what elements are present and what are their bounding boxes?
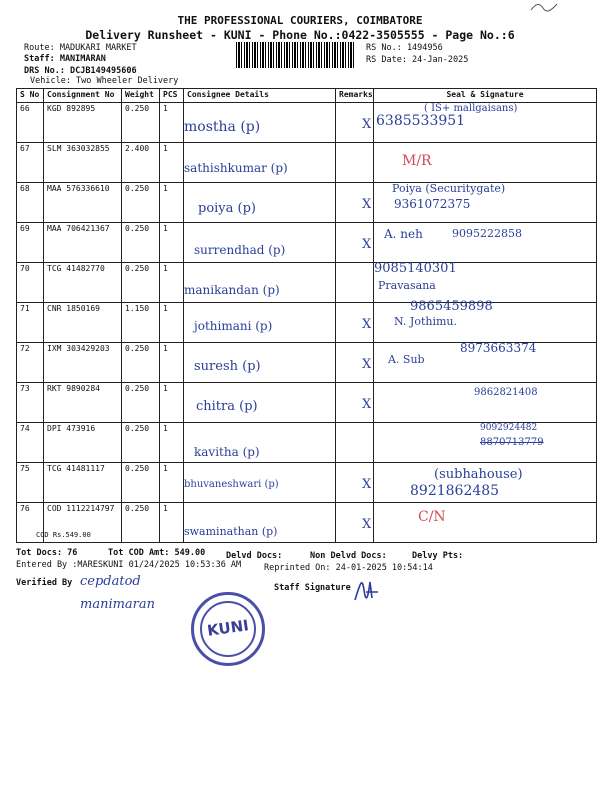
signature-phone-handwriting: 9361072375	[394, 197, 471, 211]
cell-remarks	[336, 383, 374, 423]
consignee-handwriting: bhuvaneshwari (p)	[184, 479, 279, 490]
cross-mark-icon: X	[362, 477, 372, 492]
signature-note-handwriting: Poiya (Securitygate)	[392, 182, 506, 195]
signature-note-handwriting: A. Sub	[388, 353, 425, 366]
cell-consignment: TCG 41481117	[44, 463, 122, 503]
cross-mark-icon: X	[362, 397, 372, 412]
col-pcs: PCS	[160, 89, 184, 103]
tot-cod: Tot COD Amt: 549.00	[108, 548, 206, 558]
consignee-handwriting: manikandan (p)	[184, 283, 280, 297]
table-row	[17, 143, 597, 183]
consignee-handwriting: sathishkumar (p)	[184, 161, 288, 175]
cross-mark-icon: X	[362, 237, 372, 252]
cell-consignee	[184, 343, 336, 383]
cell-pcs: 1	[160, 263, 184, 303]
staff-signature-label: Staff Signature	[274, 583, 351, 593]
cell-weight: 0.250	[122, 223, 160, 263]
cell-consignee	[184, 423, 336, 463]
runsheet-table	[16, 88, 597, 543]
drs-label: DRS No.: DCJB149495606	[24, 66, 137, 76]
cell-consignment: RKT 9890284	[44, 383, 122, 423]
cell-weight: 2.400	[122, 143, 160, 183]
cell-remarks	[336, 303, 374, 343]
cell-sno: 73	[17, 383, 44, 423]
runsheet-title: Delivery Runsheet - KUNI - Phone No.:0422-3505555 - Page No.:6	[85, 28, 515, 42]
cell-consignment: SLM 363032855	[44, 143, 122, 183]
stamp-label: KUNI	[206, 616, 250, 640]
cell-consignment: CNR 1850169	[44, 303, 122, 343]
table-row	[17, 183, 597, 223]
signature-note-handwriting: (subhahouse)	[434, 467, 523, 482]
cross-mark-icon: X	[362, 117, 372, 132]
consignee-handwriting: jothimani (p)	[194, 319, 273, 333]
cell-pcs: 1	[160, 463, 184, 503]
cell-consignee	[184, 223, 336, 263]
cell-pcs: 1	[160, 143, 184, 183]
cell-weight: 0.250	[122, 503, 160, 543]
table-row	[17, 263, 597, 303]
cell-weight: 0.250	[122, 103, 160, 143]
col-remarks: Remarks	[336, 89, 374, 103]
cell-consignment: MAA 706421367	[44, 223, 122, 263]
table-row	[17, 503, 597, 543]
cross-mark-icon: X	[362, 357, 372, 372]
cell-consignment: COD 1112214797	[44, 503, 122, 543]
cell-seal-signature	[374, 503, 597, 543]
kuni-stamp	[191, 592, 265, 666]
corner-mark-icon	[530, 2, 558, 12]
cell-consignment: MAA 576336610	[44, 183, 122, 223]
cell-consignee	[184, 183, 336, 223]
col-sno: S No	[17, 89, 44, 103]
cell-seal-signature	[374, 263, 597, 303]
cell-pcs: 1	[160, 423, 184, 463]
col-consignment: Consignment No	[44, 89, 122, 103]
cell-seal-signature	[374, 463, 597, 503]
reprinted-on: Reprinted On: 24-01-2025 10:54:14	[264, 563, 433, 573]
cell-sno: 71	[17, 303, 44, 343]
cell-remarks	[336, 423, 374, 463]
cell-pcs: 1	[160, 183, 184, 223]
signature-phone-handwriting: 8921862485	[410, 483, 500, 499]
col-consignee: Consignee Details	[184, 89, 336, 103]
route-label: Route: MADUKARI MARKET	[24, 43, 137, 53]
cell-sno: 74	[17, 423, 44, 463]
table-row	[17, 223, 597, 263]
signature-note-handwriting: Pravasana	[378, 279, 436, 292]
verified-handwriting-2: manimaran	[80, 597, 156, 612]
signature-phone-handwriting: 9085140301	[374, 261, 457, 276]
cell-pcs: 1	[160, 343, 184, 383]
signature-note-handwriting: A. neh	[384, 227, 423, 241]
cell-consignment: DPI 473916	[44, 423, 122, 463]
barcode	[236, 42, 354, 68]
cell-sno: 75	[17, 463, 44, 503]
signature-phone-handwriting: 9862821408	[474, 387, 538, 398]
cell-sno: 76	[17, 503, 44, 543]
cell-remarks	[336, 183, 374, 223]
cell-remarks	[336, 143, 374, 183]
tot-docs: Tot Docs: 76	[16, 548, 78, 558]
cell-seal-signature	[374, 103, 597, 143]
cell-seal-signature	[374, 143, 597, 183]
cell-seal-signature	[374, 299, 597, 343]
cell-pcs: 1	[160, 383, 184, 423]
cell-seal-signature	[374, 343, 597, 383]
cell-consignment: IXM 303429203	[44, 343, 122, 383]
cell-consignee	[184, 463, 336, 503]
signature-phone-handwriting: 8973663374	[460, 341, 537, 355]
cell-pcs: 1	[160, 103, 184, 143]
cell-weight: 0.250	[122, 463, 160, 503]
delvy-pts: Delvy Pts:	[412, 551, 464, 561]
cell-pcs: 1	[160, 303, 184, 343]
cell-consignee	[184, 103, 336, 143]
cell-sno: 69	[17, 223, 44, 263]
consignee-handwriting: kavitha (p)	[194, 445, 260, 459]
signature-phone-handwriting: 6385533951	[376, 113, 466, 129]
verified-by: Verified By	[16, 578, 73, 588]
cell-pcs: 1	[160, 223, 184, 263]
cell-consignee	[184, 303, 336, 343]
staff-signature-mark	[352, 574, 380, 604]
signature-note-handwriting: 8870713779	[480, 437, 544, 448]
cell-weight: 0.250	[122, 383, 160, 423]
cell-seal-signature	[374, 423, 597, 463]
cell-remarks	[336, 343, 374, 383]
signature-note-handwriting: M/R	[402, 153, 432, 169]
cell-sno: 68	[17, 183, 44, 223]
vehicle-label: Vehicle: Two Wheeler Delivery	[30, 76, 179, 86]
cell-sno: 72	[17, 343, 44, 383]
rs-date: RS Date: 24-Jan-2025	[366, 55, 469, 65]
cell-sno: 66	[17, 103, 44, 143]
rs-no: RS No.: 1494956	[366, 43, 443, 53]
cell-seal-signature	[374, 183, 597, 223]
cell-consignee	[184, 143, 336, 183]
cell-pcs: 1	[160, 503, 184, 543]
cell-consignee	[184, 383, 336, 423]
delvd-docs: Delvd Docs:	[226, 551, 283, 561]
cell-consignment: TCG 41482770	[44, 263, 122, 303]
signature-phone-handwriting: 9095222858	[452, 227, 522, 240]
cell-weight: 0.250	[122, 263, 160, 303]
cross-mark-icon: X	[362, 197, 372, 212]
cell-sno: 67	[17, 143, 44, 183]
cell-consignee	[184, 263, 336, 303]
cell-consignment: KGD 892895	[44, 103, 122, 143]
cell-seal-signature	[374, 223, 597, 263]
consignee-handwriting: surrendhad (p)	[194, 243, 286, 257]
cell-remarks	[336, 263, 374, 303]
company-title: THE PROFESSIONAL COURIERS, COIMBATORE	[177, 14, 423, 27]
table-row	[17, 463, 597, 503]
signature-note-handwriting: C/N	[418, 509, 446, 525]
col-seal: Seal & Signature	[374, 89, 597, 103]
consignee-handwriting: chitra (p)	[196, 399, 258, 414]
table-row	[17, 303, 597, 343]
verified-handwriting-1: cepdatod	[80, 574, 141, 589]
consignee-handwriting: suresh (p)	[194, 359, 261, 374]
consignee-handwriting: mostha (p)	[184, 119, 261, 135]
cell-remarks	[336, 463, 374, 503]
cod-note: COD Rs.549.00	[36, 531, 91, 539]
col-weight: Weight	[122, 89, 160, 103]
cell-sno: 70	[17, 263, 44, 303]
cell-remarks	[336, 223, 374, 263]
cross-mark-icon: X	[362, 517, 372, 532]
cell-weight: 0.250	[122, 183, 160, 223]
cell-consignee	[184, 503, 336, 543]
table-row	[17, 383, 597, 423]
signature-phone-handwriting: 9092924482	[480, 423, 538, 433]
signature-note-handwriting: N. Jothimu.	[394, 315, 457, 328]
non-delvd-docs: Non Delvd Docs:	[310, 551, 387, 561]
staff-label: Staff: MANIMARAN	[24, 54, 106, 64]
cross-mark-icon: X	[362, 317, 372, 332]
table-row	[17, 343, 597, 383]
table-row	[17, 423, 597, 463]
cell-weight: 1.150	[122, 303, 160, 343]
consignee-handwriting: swaminathan (p)	[184, 525, 278, 538]
table-header-row	[17, 89, 597, 103]
signature-note-handwriting: ( IS+ mallgaisans)	[424, 103, 518, 114]
cell-weight: 0.250	[122, 423, 160, 463]
consignee-handwriting: poiya (p)	[198, 201, 256, 216]
signature-phone-handwriting: 9865459898	[410, 299, 493, 314]
cell-weight: 0.250	[122, 343, 160, 383]
cell-remarks	[336, 103, 374, 143]
cell-remarks	[336, 503, 374, 543]
table-row	[17, 103, 597, 143]
cell-seal-signature	[374, 383, 597, 423]
entered-by: Entered By :MARESKUNI 01/24/2025 10:53:36 AM	[16, 560, 242, 570]
